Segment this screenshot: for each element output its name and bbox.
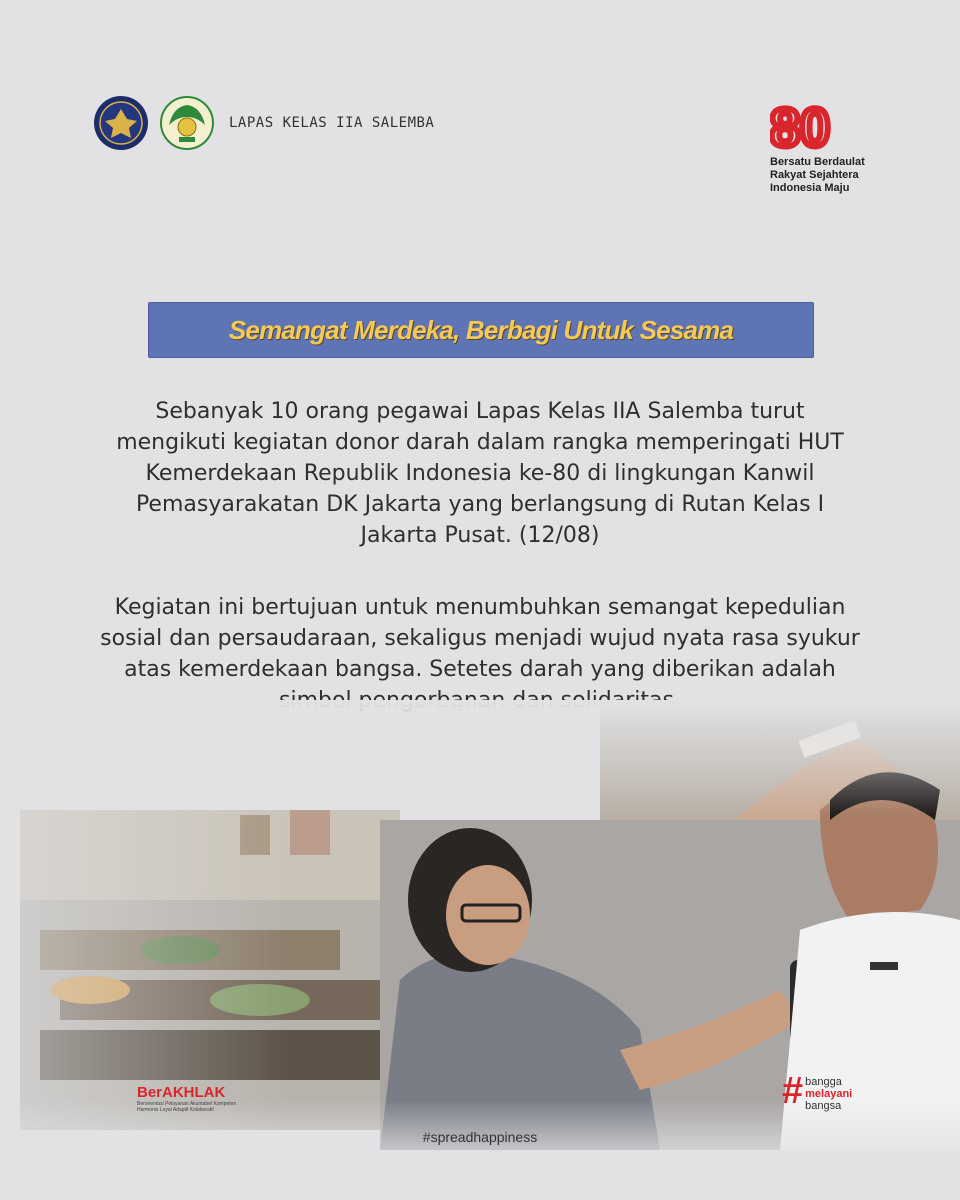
pemasyarakatan-emblem-icon [159,95,215,151]
headline-text: Semangat Merdeka, Berbagi Untuk Sesama [228,314,734,345]
ministry-emblem-icon [93,95,149,151]
paragraph-2: Kegiatan ini bertujuan untuk menumbuhkan semangat kepedulian sosial dan persaudaraan, sekaligus menjadi wujud nyata rasa syukur atas kemerdekaan bangsa. Setetes darah yang diberikan adalah [100,595,860,682]
eighty-logo-icon [770,100,840,150]
anniversary-slogan [770,156,880,195]
header-logos [93,95,434,151]
berakhlak-badge [137,1084,247,1113]
berakhlak-subtitle: Berorientasi Pelayanan Akuntabel Kompeten Harmonis Loyal Adaptif Kolaboratif [137,1101,237,1113]
bangga-words [805,1076,852,1112]
paragraph-1: Sebanyak 10 orang pegawai Lapas Kelas IIA Salemba turut mengikuti kegiatan donor darah dalam rangka memperingati HUT Kemerdekaan Republik Indonesia ke-80 di lingkungan Kanwil Pemasyarakatan DK Jakarta yang berlangsung di Rutan Kelas I Jakarta Pusat. (12/08) [116,399,844,548]
headline-banner [148,302,814,358]
hut-80-logo [770,100,880,195]
bangga-word: melayani [805,1088,853,1100]
slogan-line: Bersatu Berdaulat [770,156,865,168]
slogan-line: Rakyat Sejahtera [770,169,859,181]
bangga-word: bangga [805,1076,842,1088]
hashtag-text: #spreadhappiness [422,1129,538,1145]
bangga-word: bangsa [805,1100,842,1112]
slogan-line: Indonesia Maju [770,182,850,194]
berakhlak-title: BerAKHLAK [137,1084,226,1101]
hash-icon: # [782,1070,804,1112]
bangga-melayani-bangsa-badge [782,1070,853,1112]
org-name: LAPAS KELAS IIA SALEMBA [229,115,435,131]
anniversary-number: 80 [770,100,831,150]
